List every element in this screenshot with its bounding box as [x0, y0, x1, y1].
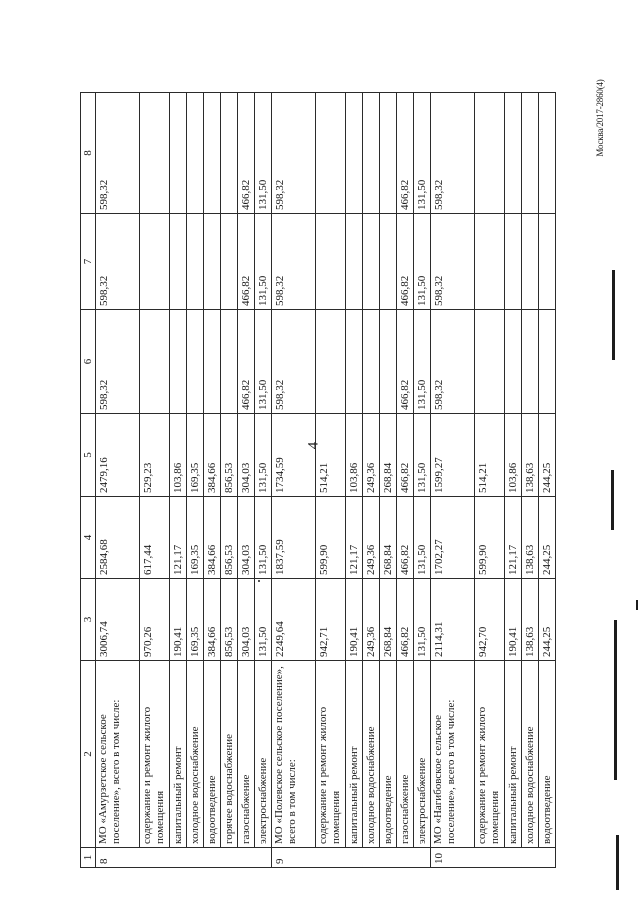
scan-edge-mark	[616, 835, 619, 890]
table-row	[505, 93, 522, 868]
scan-edge-mark	[614, 620, 617, 780]
header-cell: 3	[81, 579, 96, 661]
value-cell-c4: 856,53	[221, 497, 238, 579]
scan-edge-mark	[612, 270, 615, 360]
table-row	[238, 93, 255, 868]
value-cell-c7	[187, 214, 204, 310]
table-body	[81, 93, 556, 868]
value-cell-c5: 856,53	[221, 414, 238, 497]
value-cell-c3: 131,50	[255, 579, 272, 661]
value-cell-c4: 384,66	[204, 497, 221, 579]
table-row	[187, 93, 204, 868]
value-cell-c8: 598,32	[272, 93, 316, 214]
value-cell-c8: 598,32	[431, 93, 475, 214]
value-cell-c5: 131,50	[414, 414, 431, 497]
value-cell-c8	[221, 93, 238, 214]
value-cell-c4: 599,90	[316, 497, 346, 579]
value-cell-c6	[316, 310, 346, 414]
value-cell-c8	[475, 93, 505, 214]
value-cell-c8	[522, 93, 539, 214]
value-cell-c3: 138,63	[522, 579, 539, 661]
table-row	[475, 93, 505, 868]
value-cell-c5: 1734,59	[272, 414, 316, 497]
value-cell-c6: 598,32	[431, 310, 475, 414]
value-cell-c3: 190,41	[170, 579, 187, 661]
table-row	[170, 93, 187, 868]
value-cell-c7	[170, 214, 187, 310]
row-label-cell: водоотведение	[539, 661, 556, 848]
header-row	[81, 93, 96, 868]
value-cell-c8	[316, 93, 346, 214]
value-cell-c8	[363, 93, 380, 214]
table-row	[363, 93, 380, 868]
header-cell: 6	[81, 310, 96, 414]
value-cell-c6: 131,50	[414, 310, 431, 414]
value-cell-c5: 244,25	[539, 414, 556, 497]
table-row	[255, 93, 272, 868]
value-cell-c8	[346, 93, 363, 214]
row-label-cell: холодное водоснабжение	[187, 661, 204, 848]
value-cell-c7: 598,32	[96, 214, 140, 310]
value-cell-c8	[505, 93, 522, 214]
table-row	[522, 93, 539, 868]
value-cell-c7: 598,32	[272, 214, 316, 310]
value-cell-c6	[380, 310, 397, 414]
row-label-cell: холодное водоснабжение	[522, 661, 539, 848]
value-cell-c5: 2479,16	[96, 414, 140, 497]
value-cell-c8	[187, 93, 204, 214]
value-cell-c8	[204, 93, 221, 214]
value-cell-c7	[522, 214, 539, 310]
header-cell: 4	[81, 497, 96, 579]
value-cell-c6	[170, 310, 187, 414]
row-label-cell: водоотведение	[204, 661, 221, 848]
tariff-table-frame	[80, 93, 553, 868]
value-cell-c5: 131,50	[255, 414, 272, 497]
value-cell-c6: 466,82	[397, 310, 414, 414]
value-cell-c5: 249,36	[363, 414, 380, 497]
value-cell-c6	[539, 310, 556, 414]
value-cell-c4: 268,84	[380, 497, 397, 579]
scan-edge-mark	[611, 470, 614, 530]
value-cell-c7: 598,32	[431, 214, 475, 310]
value-cell-c8: 466,82	[238, 93, 255, 214]
value-cell-c5: 268,84	[380, 414, 397, 497]
row-label-cell: капитальный ремонт	[346, 661, 363, 848]
value-cell-c3: 942,71	[316, 579, 346, 661]
value-cell-c4: 244,25	[539, 497, 556, 579]
value-cell-c7	[204, 214, 221, 310]
value-cell-c5: 466,82	[397, 414, 414, 497]
value-cell-c4: 599,90	[475, 497, 505, 579]
value-cell-c7: 466,82	[397, 214, 414, 310]
group-number-cell: 8	[96, 848, 272, 868]
value-cell-c7	[475, 214, 505, 310]
value-cell-c4: 169,35	[187, 497, 204, 579]
table-row	[380, 93, 397, 868]
value-cell-c5: 304,03	[238, 414, 255, 497]
value-cell-c5: 384,66	[204, 414, 221, 497]
value-cell-c8: 466,82	[397, 93, 414, 214]
row-label-cell: капитальный ремонт	[170, 661, 187, 848]
value-cell-c8: 131,50	[255, 93, 272, 214]
value-cell-c7	[316, 214, 346, 310]
header-cell: 8	[81, 93, 96, 214]
value-cell-c5: 169,35	[187, 414, 204, 497]
value-cell-c4: 131,50	[414, 497, 431, 579]
value-cell-c3: 2114,31	[431, 579, 475, 661]
header-cell: 7	[81, 214, 96, 310]
header-cell: 2	[81, 661, 96, 848]
value-cell-c7	[539, 214, 556, 310]
value-cell-c7	[363, 214, 380, 310]
value-cell-c6: 466,82	[238, 310, 255, 414]
row-label-cell: МО «Амурзетское сельское поселение», всего в том числе:	[96, 661, 140, 848]
tariff-table	[80, 92, 556, 868]
value-cell-c6	[475, 310, 505, 414]
value-cell-c4: 131,50	[255, 497, 272, 579]
value-cell-c6: 131,50	[255, 310, 272, 414]
value-cell-c6: 598,32	[96, 310, 140, 414]
value-cell-c4: 304,03	[238, 497, 255, 579]
row-label-cell: МО «Полевское сельское поселение», всего в том числе:	[272, 661, 316, 848]
table-row	[397, 93, 414, 868]
value-cell-c6	[221, 310, 238, 414]
value-cell-c7	[505, 214, 522, 310]
value-cell-c3: 190,41	[346, 579, 363, 661]
value-cell-c7: 466,82	[238, 214, 255, 310]
value-cell-c6	[363, 310, 380, 414]
row-label-cell: газоснабжение	[238, 661, 255, 848]
value-cell-c3: 190,41	[505, 579, 522, 661]
value-cell-c4: 466,82	[397, 497, 414, 579]
scan-edge-mark	[636, 600, 638, 610]
value-cell-c3: 384,66	[204, 579, 221, 661]
value-cell-c6: 598,32	[272, 310, 316, 414]
value-cell-c7	[346, 214, 363, 310]
value-cell-c6	[505, 310, 522, 414]
row-label-cell: газоснабжение	[397, 661, 414, 848]
value-cell-c5: 514,21	[475, 414, 505, 497]
group-total-row	[96, 93, 140, 868]
group-total-row	[431, 93, 475, 868]
value-cell-c4: 121,17	[170, 497, 187, 579]
value-cell-c3: 3006,74	[96, 579, 140, 661]
value-cell-c3: 169,35	[187, 579, 204, 661]
value-cell-c7	[140, 214, 170, 310]
value-cell-c3: 131,50	[414, 579, 431, 661]
group-number-cell: 10	[431, 848, 556, 868]
value-cell-c6	[187, 310, 204, 414]
value-cell-c6	[140, 310, 170, 414]
document-stamp	[593, 79, 607, 157]
header-cell: 5	[81, 414, 96, 497]
value-cell-c4: 617,44	[140, 497, 170, 579]
value-cell-c5: 103,86	[346, 414, 363, 497]
table-row	[140, 93, 170, 868]
row-label-cell: электроснабжение	[255, 661, 272, 848]
value-cell-c8: 131,50	[414, 93, 431, 214]
row-label-cell: холодное водоснабжение	[363, 661, 380, 848]
page-number: 4	[305, 441, 322, 450]
value-cell-c4: 138,63	[522, 497, 539, 579]
row-label-cell: горячее водоснабжение	[221, 661, 238, 848]
value-cell-c6	[204, 310, 221, 414]
value-cell-c3: 466,82	[397, 579, 414, 661]
value-cell-c7: 131,50	[414, 214, 431, 310]
value-cell-c4: 1702,27	[431, 497, 475, 579]
value-cell-c5: 138,63	[522, 414, 539, 497]
header-cell: 1	[81, 848, 96, 868]
value-cell-c8	[170, 93, 187, 214]
value-cell-c7: 131,50	[255, 214, 272, 310]
value-cell-c7	[380, 214, 397, 310]
value-cell-c8	[539, 93, 556, 214]
value-cell-c3: 942,70	[475, 579, 505, 661]
group-total-row	[272, 93, 316, 868]
table-row	[204, 93, 221, 868]
value-cell-c4: 2584,68	[96, 497, 140, 579]
row-label-cell: капитальный ремонт	[505, 661, 522, 848]
value-cell-c6	[346, 310, 363, 414]
table-row	[346, 93, 363, 868]
value-cell-c5: 103,86	[505, 414, 522, 497]
value-cell-c4: 1837,59	[272, 497, 316, 579]
value-cell-c3: 268,84	[380, 579, 397, 661]
table-row	[414, 93, 431, 868]
value-cell-c8	[380, 93, 397, 214]
document-stamp-text: Москва/2017-2860(4)	[595, 79, 605, 157]
value-cell-c3: 244,25	[539, 579, 556, 661]
row-label-cell: содержание и ремонт жилого помещения	[475, 661, 505, 848]
table-row	[316, 93, 346, 868]
row-label-cell: электроснабжение	[414, 661, 431, 848]
value-cell-c4: 249,36	[363, 497, 380, 579]
row-label-cell: содержание и ремонт жилого помещения	[316, 661, 346, 848]
value-cell-c5: 529,23	[140, 414, 170, 497]
table-row	[221, 93, 238, 868]
value-cell-c8: 598,32	[96, 93, 140, 214]
value-cell-c3: 2249,64	[272, 579, 316, 661]
row-label-cell: водоотведение	[380, 661, 397, 848]
group-number-cell: 9	[272, 848, 431, 868]
value-cell-c4: 121,17	[346, 497, 363, 579]
row-label-cell: содержание и ремонт жилого помещения	[140, 661, 170, 848]
value-cell-c5: 103,86	[170, 414, 187, 497]
row-label-cell: МО «Нагибовское сельское поселение», всего в том числе:	[431, 661, 475, 848]
table-row	[539, 93, 556, 868]
value-cell-c7	[221, 214, 238, 310]
value-cell-c3: 304,03	[238, 579, 255, 661]
value-cell-c3: 856,53	[221, 579, 238, 661]
value-cell-c5: 1599,27	[431, 414, 475, 497]
value-cell-c3: 970,26	[140, 579, 170, 661]
value-cell-c5: 514,21	[316, 414, 346, 497]
value-cell-c8	[140, 93, 170, 214]
value-cell-c3: 249,36	[363, 579, 380, 661]
value-cell-c4: 121,17	[505, 497, 522, 579]
value-cell-c6	[522, 310, 539, 414]
